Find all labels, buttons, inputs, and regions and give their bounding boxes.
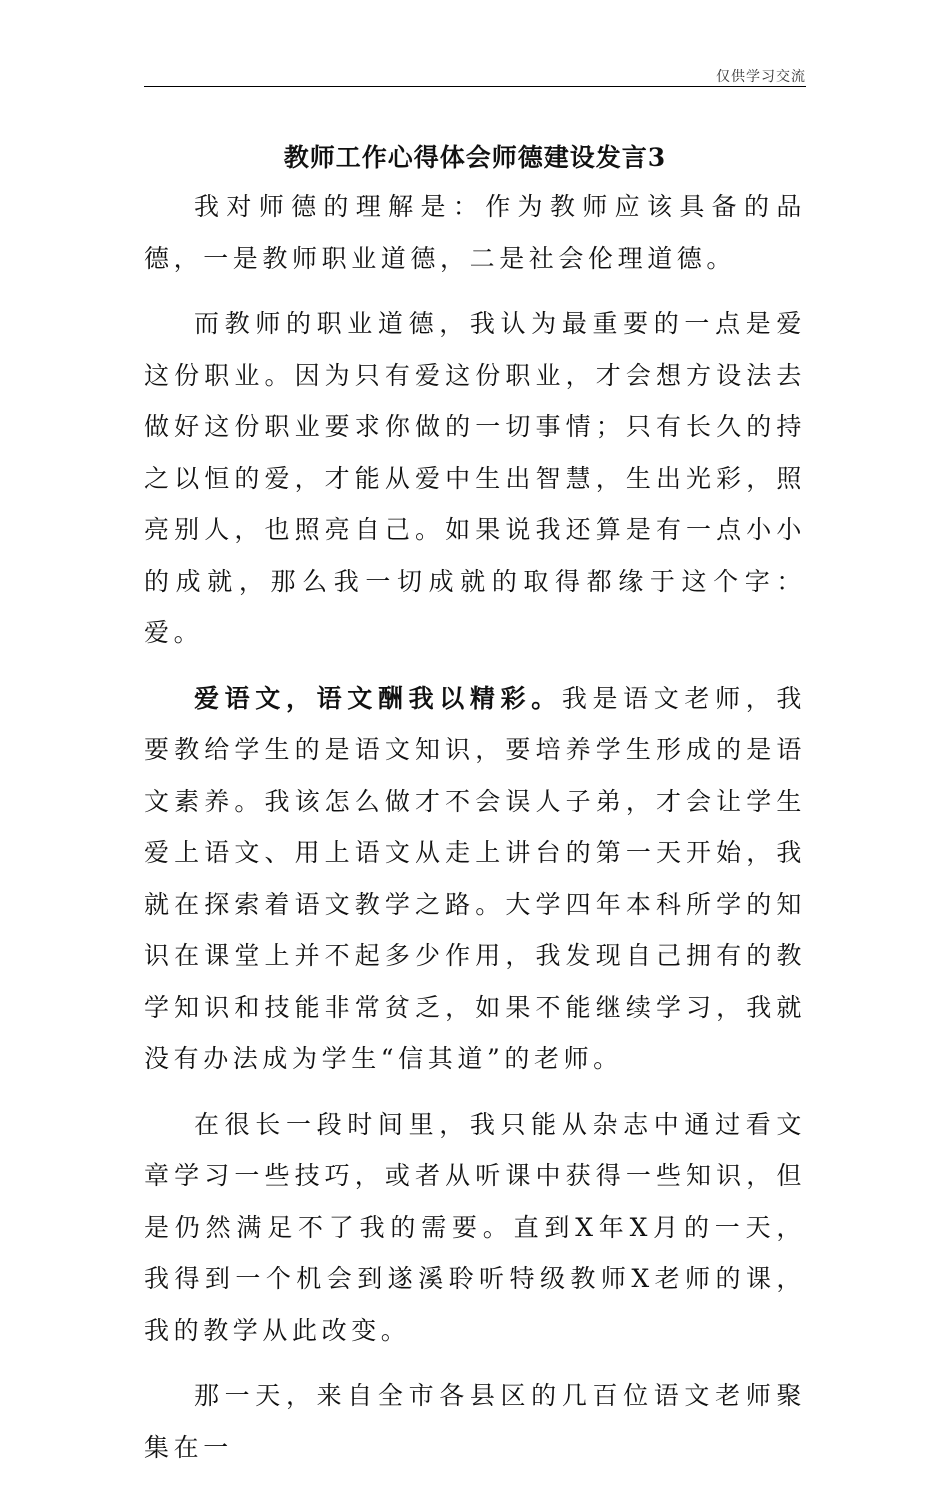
document-title: 教师工作心得体会师德建设发言3 — [283, 143, 667, 172]
header-note: 仅供学习交流 — [716, 69, 806, 85]
paragraph-text: 我是语文老师，我要教给学生的是语文知识，要培养学生形成的是语文素养。我该怎么做才不会误人子弟，才会让学生爱上语文、用上语文从走上讲台的第一天开始，我就在探索着语文教学之路。大学四年本科所学的知识在课堂上并不起多少作用，我发现自己拥有的教学知识和技能非常贫乏，如果不能继续学习，我就没有办法成为学生“信其道”的老师。 — [144, 683, 806, 1073]
paragraph-1 — [144, 181, 806, 284]
header-divider — [144, 86, 806, 87]
paragraph-4 — [144, 1099, 806, 1357]
paragraph-3 — [144, 673, 806, 1085]
paragraph-2 — [144, 298, 806, 659]
paragraph-text: 在很长一段时间里，我只能从杂志中通过看文章学习一些技巧，或者从听课中获得一些知识，但是仍然满足不了我的需要。直到X年X月的一天，我得到一个机会到遂溪聆听特级教师X老师的课，我的教学从此改变。 — [144, 1109, 806, 1345]
paragraph-text: 而教师的职业道德，我认为最重要的一点是爱这份职业。因为只有爱这份职业，才会想方设法去做好这份职业要求你做的一切事情；只有长久的持之以恒的爱，才能从爱中生出智慧，生出光彩，照亮别人，也照亮自己。如果说我还算是有一点小小的成就，那么我一切成就的取得都缘于这个字：爱。 — [144, 309, 806, 647]
paragraph-text: 那一天，来自全市各县区的几百位语文老师聚集在一 — [144, 1381, 806, 1462]
paragraph-text: 我对师德的理解是：作为教师应该具备的品德，一是教师职业道德，二是社会伦理道德。 — [144, 192, 806, 273]
paragraph-5 — [144, 1370, 806, 1473]
paragraph-lead-bold: 爱语文，语文酬我以精彩。 — [194, 683, 562, 713]
document-body — [144, 181, 806, 1487]
